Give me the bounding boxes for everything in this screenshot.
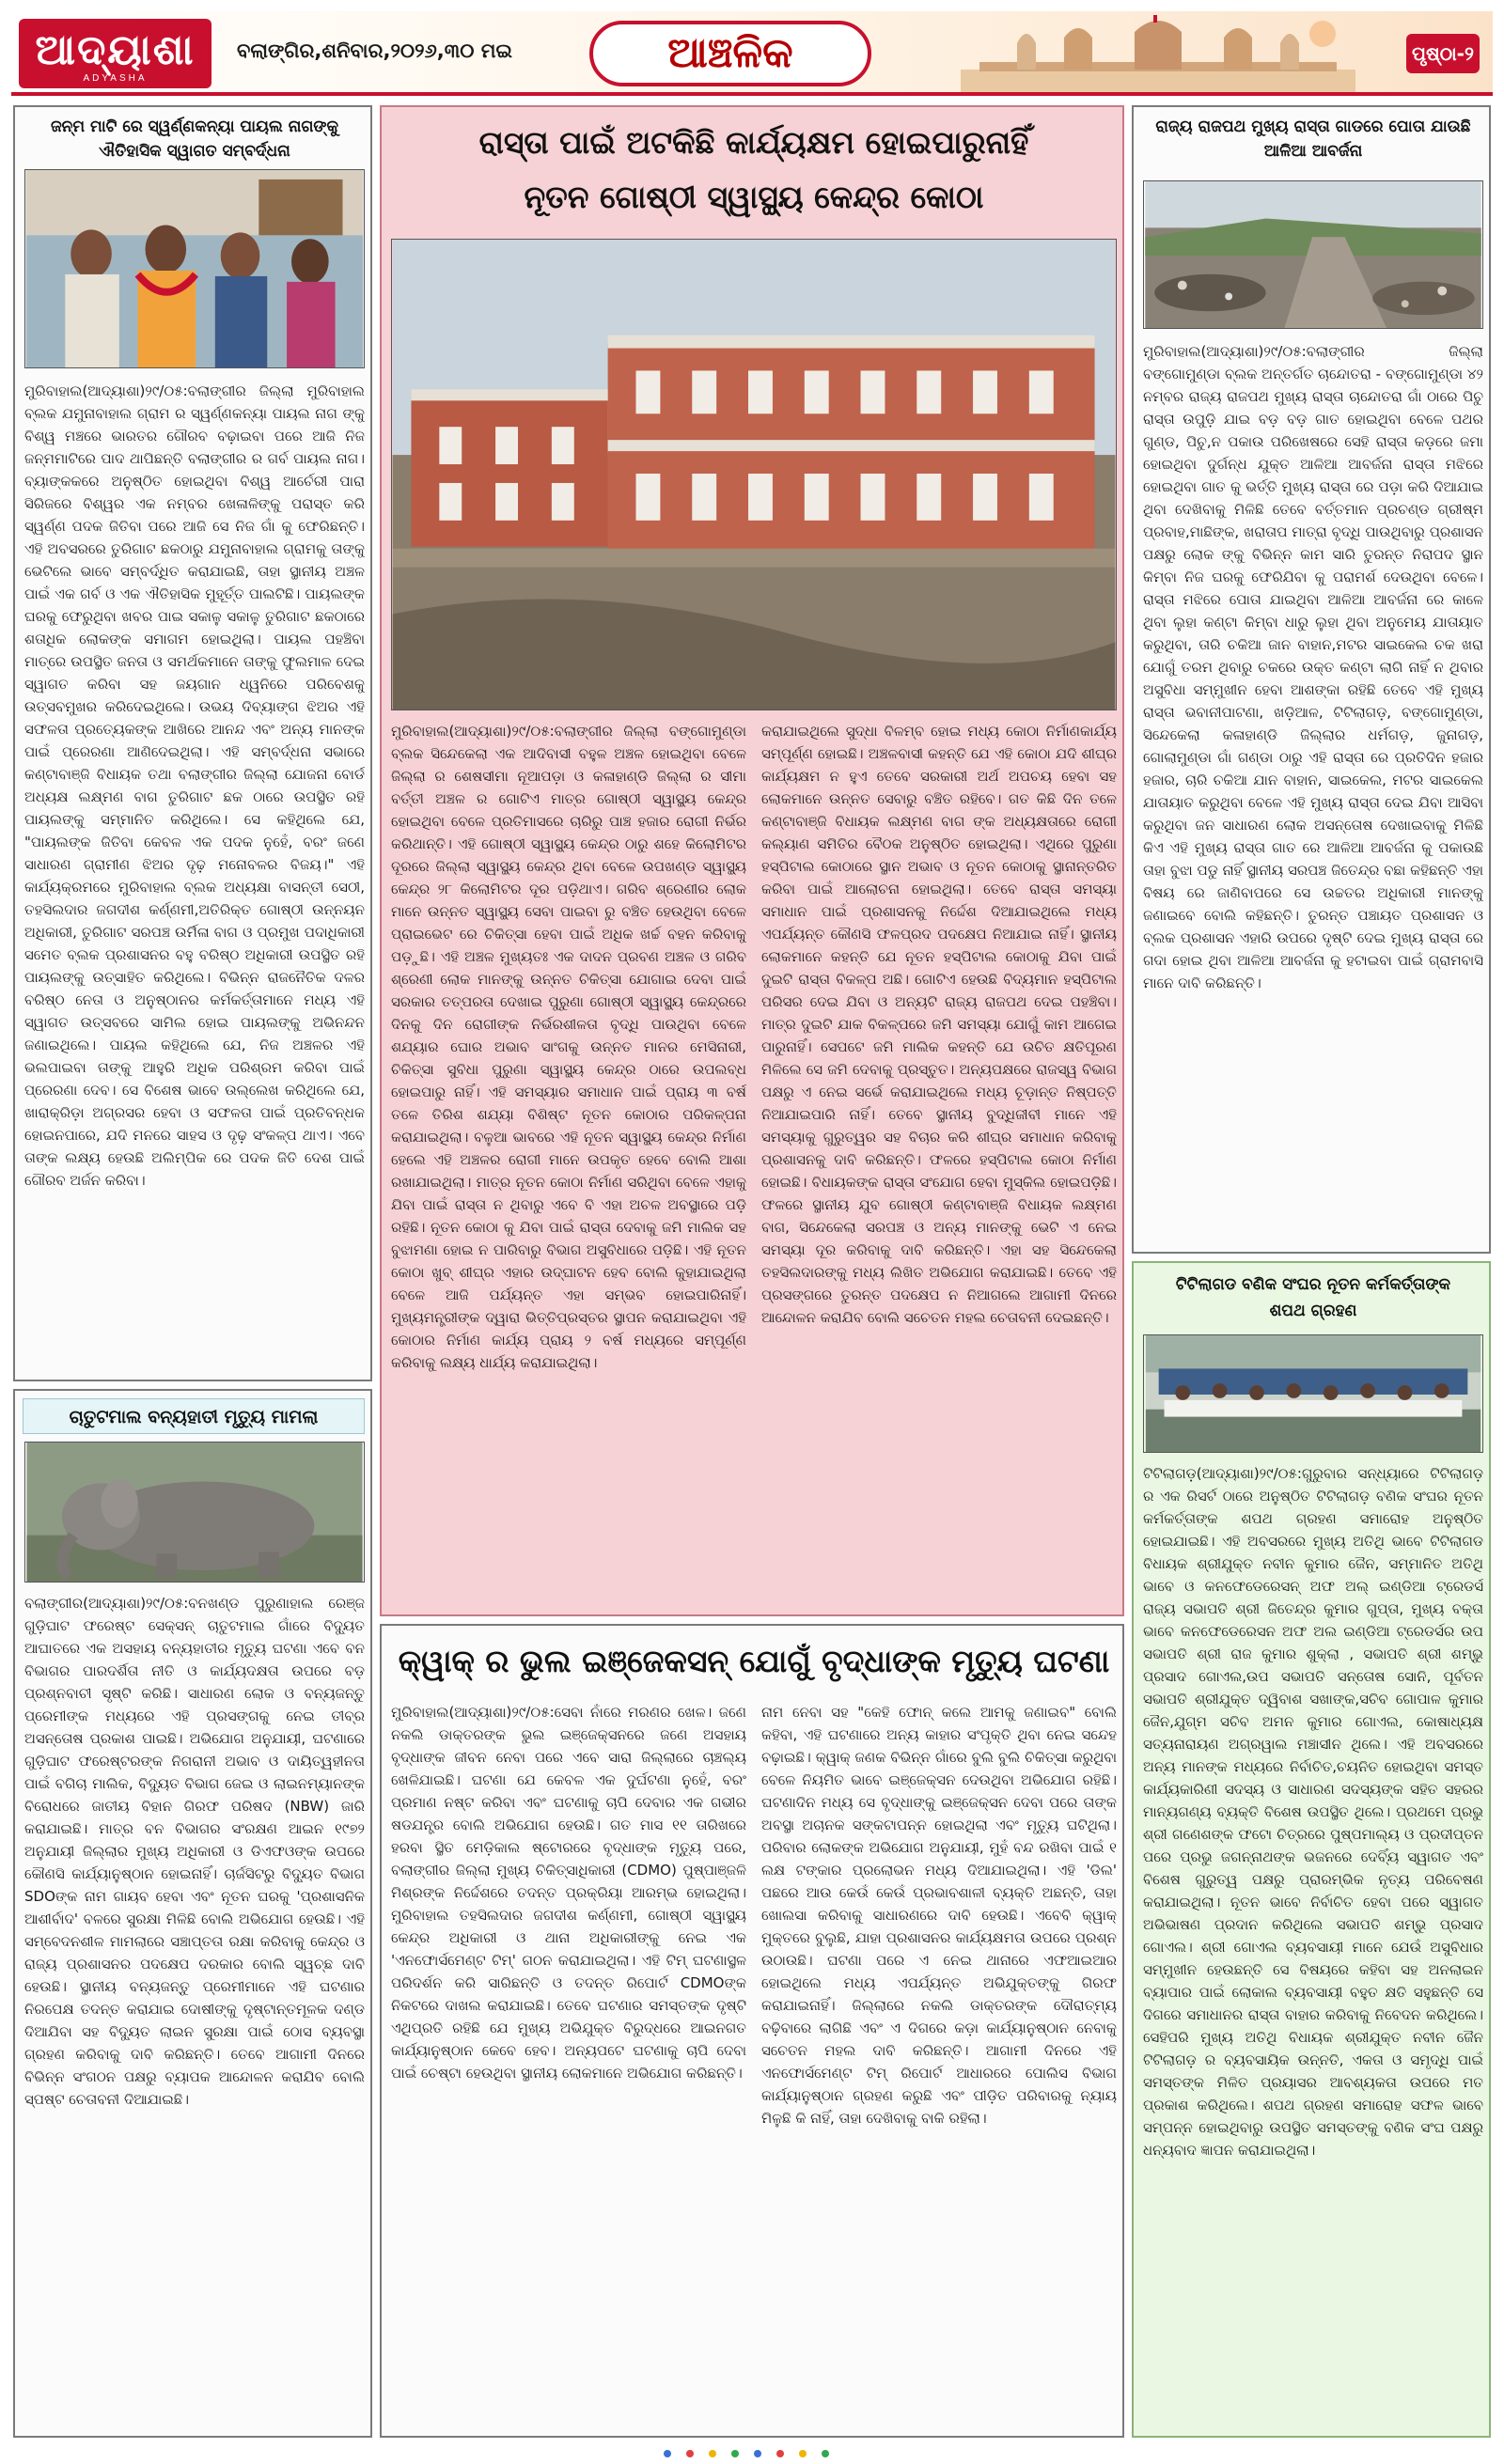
article-body-column-1: ମୁରିବାହାଲ(ଆଦ୍ୟାଶା)୨୯/୦୫:ସେବା ନାଁରେ ମରଣର ଖେଳ। ଜଣେ ନକଲି ଡାକ୍ତରଙ୍କ ଭୁଲ ଇଞ୍ଜେକ୍ସନରେ ଜଣେ ଅସହାୟ ବୃଦ୍ଧାଙ୍କ ଜୀବନ ନେବା ପରେ ଏବେ ସାରା ଜିଲ୍ଲାରେ ଚାଞ୍ଚଲ୍ୟ ଖେଳିଯାଇଛି। ଘଟଣା ଯେ କେବଳ ଏକ ଦୁର୍ଘଟଣା ନୁହେଁ, ବରଂ ପ୍ରମାଣ ନଷ୍ଟ କରିବା ଏବଂ ଘଟଣାକୁ ଚାପି ଦେବାର ଏକ ଗଭୀର ଷଡଯନ୍ତ୍ର ବୋଲି ଅଭିଯୋଗ ହେଉଛି। ଗତ ମାସ ୧୧ ତାରିଖରେ ହରବା ସ୍ଥିତ ମେଡ଼ିକାଲ ଷ୍ଟୋରରେ ବୃଦ୍ଧାଙ୍କ ମୃତ୍ୟୁ ପରେ, ବଲାଙ୍ଗୀର ଜିଲ୍ଲା ମୁଖ୍ୟ ଚିକିତ୍ସାଧିକାରୀ (CDMO) ପୁଷ୍ପାଞ୍ଜଳି ମିଶ୍ରଙ୍କ ନିର୍ଦ୍ଦେଶରେ ତଦନ୍ତ ପ୍ରକ୍ରିୟା ଆରମ୍ଭ ହୋଇଥିଲା। ମୁରିବାହାଲ ତହସିଲଦାର ଜଗଦୀଶ କର୍ଣ୍ଣମୀ, ଗୋଷ୍ଠୀ ସ୍ୱାସ୍ଥ୍ୟ କେନ୍ଦ୍ର ଅଧିକାରୀ ଓ ଥାନା ଅଧିକାରୀଙ୍କୁ ନେଇ ଏକ 'ଏନଫୋର୍ସମେଣ୍ଟ ଟିମ୍' ଗଠନ କରାଯାଇଥିଲା। ଏହି ଟିମ୍ ଘଟଣାସ୍ଥଳ ପରିଦର୍ଶନ କରି ସାରିଛନ୍ତି ଓ ତଦନ୍ତ ରିପୋର୍ଟ CDMOଙ୍କ ନିକଟରେ ଦାଖଲ କରାଯାଇଛି। ତେବେ ଘଟଣାର ସମସ୍ତଙ୍କ ଦୃଷ୍ଟି ଏଥିପ୍ରତି ରହିଛି ଯେ ମୁଖ୍ୟ ଅଭିଯୁକ୍ତ ବିରୁଦ୍ଧରେ ଆଇନଗତ କାର୍ଯ୍ୟାନୁଷ୍ଠାନ କେବେ ହେବ। ଅନ୍ୟପଟେ ଘଟଣାକୁ ଚାପି ଦେବା ପାଇଁ ଚେଷ୍ଟା ହେଉଥିବା ସ୍ଥାନୀୟ ଲୋକମାନେ ଅଭିଯୋଗ କରିଛନ୍ତି।	[391, 1704, 746, 2082]
article-headline: କ୍ୱାକ୍ ର ଭୁଲ ଇଞ୍ଜେକସନ୍ ଯୋଗୁଁ ବୃଦ୍ଧାଙ୍କ ମୃତ୍ୟୁ ଘଟଣା	[398, 1643, 1110, 1679]
article-garbage-road	[1132, 105, 1491, 1254]
newspaper-logo	[19, 19, 212, 88]
section-title: ଆଞ୍ଚଳିକ	[589, 21, 871, 86]
article-elephant-death	[13, 1389, 372, 2438]
article-headline: ରାଜ୍ୟ ରାଜପଥ ମୁଖ୍ୟ ରାସ୍ତା ଗାଡରେ ପୋତା ଯାଉଛି ଆଳିଆ ଆବର୍ଜନା	[1155, 117, 1471, 161]
article-body: ବଲାଙ୍ଗୀର(ଆଦ୍ୟାଶା)୨୯/୦୫:ବନଖଣ୍ଡ ପୁରୁଣାହାଲ ରେଞ୍ଜ ଗୁଡ଼ିଘାଟ ଫରେଷ୍ଟ ସେକ୍ସନ୍ ଚାତୁଟମାଲ ଗାଁରେ ବିଦ୍ୟୁତ ଆଘାତରେ ଏକ ଅସହାୟ ବନ୍ୟହାତୀର ମୃତ୍ୟୁ ଘଟଣା ଏବେ ବନ ବିଭାଗର ପାରଦର୍ଶିତା ନୀତି ଓ କାର୍ଯ୍ୟଦକ୍ଷତା ଉପରେ ବଡ଼ ପ୍ରଶ୍ନବାଚୀ ସୃଷ୍ଟି କରିଛି। ସାଧାରଣ ଲୋକ ଓ ବନ୍ୟଜନ୍ତୁ ପ୍ରେମୀଙ୍କ ମଧ୍ୟରେ ଏହି ପ୍ରସଙ୍ଗକୁ ନେଇ ତୀବ୍ର ଅସନ୍ତୋଷ ପ୍ରକାଶ ପାଇଛି। ଅଭିଯୋଗ ଅନୁଯାୟୀ, ଘଟଣାରେ ଗୁଡ଼ିଘାଟ ଫରେଷ୍ଟରଙ୍କ ନିଗରାନୀ ଅଭାବ ଓ ଦାୟିତ୍ୱହୀନତା ପାଇଁ ବଗିଚା ମାଲିକ, ବିଦ୍ୟୁତ ବିଭାଗ ଜେଇ ଓ ଲାଇନମ୍ୟାନଙ୍କ ବିରୋଧରେ ଜାତୀୟ ବିହାନ ଗିରଫ ପରିଷଦ (NBW) ଜାରି କରାଯାଇଛି। ମାତ୍ର ବନ ବିଭାଗର ସଂରକ୍ଷଣ ଆଇନ ୧୯୭୨ ଅନୁଯାୟୀ ଜିଲ୍ଲାର ମୁଖ୍ୟ ଅଧିକାରୀ ଓ ଡିଏଫଓଙ୍କ ଉପରେ କୌଣସି କାର୍ଯ୍ୟାନୁଷ୍ଠାନ ହୋଇନାହିଁ। ଚାର୍ଜସିଟରୁ ବିଦ୍ୟୁତ ବିଭାଗ SDOଙ୍କ ନାମ ଗାୟବ ହେବା ଏବଂ ନୂତନ ଘରକୁ 'ପ୍ରଶାସନିକ ଆଶୀର୍ବାଦ' ବଳରେ ସୁରକ୍ଷା ମିଳିଛି ବୋଲି ଅଭିଯୋଗ ହେଉଛି। ଏହି ସମ୍ବେଦନଶୀଳ ମାମଲାରେ ସଞ୍ଚାପ୍ତତା ରକ୍ଷା କରିବାକୁ କେନ୍ଦ୍ର ଓ ରାଜ୍ୟ ପ୍ରଶାସନର ପଦକ୍ଷେପ ଦରକାର ବୋଲି ସ୍ୱଚ୍ଛ ଦାବି ହେଉଛି। ସ୍ଥାନୀୟ ବନ୍ୟଜନ୍ତୁ ପ୍ରେମୀମାନେ ଏହି ଘଟଣାର ନିରପେକ୍ଷ ତଦନ୍ତ କରାଯାଇ ଦୋଷୀଙ୍କୁ ଦୃଷ୍ଟାନ୍ତମୂଳକ ଦଣ୍ଡ ଦିଆଯିବା ସହ ବିଦ୍ୟୁତ ଲାଇନ ସୁରକ୍ଷା ପାଇଁ ଠୋସ ବ୍ୟବସ୍ଥା ଗ୍ରହଣ କରିବାକୁ ଦାବି କରିଛନ୍ତି। ତେବେ ଆଗାମୀ ଦିନରେ ବିଭିନ୍ନ ସଂଗଠନ ପକ୍ଷରୁ ବ୍ୟାପକ ଆନ୍ଦୋଳନ କରାଯିବ ବୋଲି ସ୍ପଷ୍ଟ ଚେତାବନୀ ଦିଆଯାଇଛି।	[24, 1595, 365, 2108]
garbage-road-photo-icon	[1143, 180, 1483, 329]
article-payal-nag	[13, 105, 372, 1381]
article-headline-line-1: ରାସ୍ତା ପାଇଁ ଅଟକିଛି କାର୍ଯ୍ୟକ୍ଷମ ହୋଇପାରୁନାହିଁ	[478, 124, 1029, 161]
article-body: ମୁରିବାହାଲ(ଆଦ୍ୟାଶା)୨୯/୦୫:ବଲାଙ୍ଗୀର ଜିଲ୍ଲା ମୁରିବାହାଲ ବ୍ଲକ ଯମୁନାବାହାଲ ଗ୍ରାମ ର ସ୍ୱର୍ଣ୍ଣକନ୍ୟା ପାୟଲ ନାଗ ଙ୍କୁ ବିଶ୍ୱ ମଞ୍ଚରେ ଭାରତର ଗୌରବ ବଢ଼ାଇବା ପରେ ଆଜି ନିଜ ଜନ୍ମମାଟିରେ ପାଦ ଥାପିଛନ୍ତି ବଲାଙ୍ଗୀର ର ଗର୍ବ ପାୟଲ ନାଗ। ବ୍ୟାଙ୍କକରେ ଅନୁଷ୍ଠିତ ହୋଇଥିବା ବିଶ୍ୱ ଆର୍ଚେରୀ ପାରା ସିରିଜରେ ବିଶ୍ୱର ଏକ ନମ୍ବର ଖେଳାଳିଙ୍କୁ ପରାସ୍ତ କରି ସ୍ୱର୍ଣ୍ଣ ପଦକ ଜିତିବା ପରେ ଆଜି ସେ ନିଜ ଗାଁ କୁ ଫେରିଛନ୍ତି। ଏହି ଅବସରରେ ତୁରିଗାଟ ଛକଠାରୁ ଯମୁନାବାହାଲ ଗ୍ରାମକୁ ତାଙ୍କୁ ଭେଟିଲେ ଭାବେ ସମ୍ବର୍ଦ୍ଧିତ କରାଯାଇଛି, ତାହା ସ୍ଥାନୀୟ ଅଞ୍ଚଳ ପାଇଁ ଏକ ଗର୍ବ ଓ ଏକ ଐତିହାସିକ ମୁହୂର୍ତ୍ତ ପାଲଟିଛି। ପାୟଲଙ୍କ ଘରକୁ ଫେରୁଥିବା ଖବର ପାଇ ସକାଳୁ ସକାଳୁ ତୁରିଗାଟ ଛକଠାରେ ଶତାଧିକ ଲୋକଙ୍କ ସମାଗମ ହୋଇଥିଲା। ପାୟଲ ପହଞ୍ଚିବା ମାତ୍ରେ ଉପସ୍ଥିତ ଜନତା ଓ ସମର୍ଥକମାନେ ତାଙ୍କୁ ଫୁଲମାଳ ଦେଇ ସ୍ୱାଗତ କରିବା ସହ ଜୟଗାନ ଧ୍ୱନିରେ ପରିବେଶକୁ ଉତ୍ସବମୁଖର କରିଦେଇଥିଲେ। ଉଭୟ ଦିବ୍ୟାଙ୍ଗ ଝିଅର ଏହି ସଫଳତା ପ୍ରତ୍ୟେକଙ୍କ ଆଖିରେ ଆନନ୍ଦ ଏବଂ ଅନ୍ୟ ମାନଙ୍କ ପାଇଁ ପ୍ରେରଣା ଆଣିଦେଇଥିଲା। ଏହି ସମ୍ବର୍ଦ୍ଧନା ସଭାରେ କଣ୍ଟାବାଞ୍ଜି ବିଧାୟକ ତଥା ବଲାଙ୍ଗୀର ଜିଲ୍ଲା ଯୋଜନା ବୋର୍ଡ ଅଧ୍ୟକ୍ଷ ଲକ୍ଷ୍ମଣ ବାଗ ତୁରିଗାଟ ଛକ ଠାରେ ଉପସ୍ଥିତ ରହି ପାୟଲଙ୍କୁ ସମ୍ମାନିତ କରିଥିଲେ। ସେ କହିଥିଲେ ଯେ, "ପାୟଲଙ୍କ ଜିତିବା କେବଳ ଏକ ପଦକ ନୁହେଁ, ବରଂ ଜଣେ ସାଧାରଣ ଗ୍ରାମୀଣ ଝିଅର ଦୃଢ଼ ମନୋବଳର ବିଜୟ।" ଏହି କାର୍ଯ୍ୟକ୍ରମରେ ମୁରିବାହାଲ ବ୍ଲକ ଅଧ୍ୟକ୍ଷା ବାସନ୍ତୀ ସେଠୀ, ତହସିଲଦାର ଜଗଦୀଶ କର୍ଣ୍ଣମୀ,ଅତିରିକ୍ତ ଗୋଷ୍ଠୀ ଉନ୍ନୟନ ଅଧିକାରୀ, ତୁରିଗାଟ ସରପଞ୍ଚ ଉର୍ମିଳା ବାଗ ଓ ପ୍ରମୁଖ ପଦାଧିକାରୀ ସମେତ ବ୍ଲକ ପ୍ରଶାସନର ବହୁ ବରିଷ୍ଠ ଅଧିକାରୀ ଉପସ୍ଥିତ ରହି ପାୟଲଙ୍କୁ ଉତ୍ସାହିତ କରିଥିଲେ। ବିଭିନ୍ନ ରାଜନୈତିକ ଦଳର ବରିଷ୍ଠ ନେତା ଓ ଅନୁଷ୍ଠାନର କର୍ମକର୍ତ୍ତାମାନେ ମଧ୍ୟ ଏହି ସ୍ୱାଗତ ଉତ୍ସବରେ ସାମିଲ ହୋଇ ପାୟଲଙ୍କୁ ଅଭିନନ୍ଦନ ଜଣାଇଥିଲେ। ପାୟଲ କହିଥିଲେ ଯେ, ନିଜ ଅଞ୍ଚଳର ଏହି ଭଲପାଇବା ତାଙ୍କୁ ଆହୁରି ଅଧିକ ପରିଶ୍ରମ କରିବା ପାଇଁ ପ୍ରେରଣା ଦେବ। ସେ ବିଶେଷ ଭାବେ ଉଲ୍ଲେଖ କରିଥିଲେ ଯେ, ଖାରାକ୍ରିଡ଼ା ଅଗ୍ରସର ହେବା ଓ ସଫଳତା ପାଇଁ ପ୍ରତିବନ୍ଧକ ହୋଇନପାରେ, ଯଦି ମନରେ ସାହସ ଓ ଦୃଢ଼ ସଂକଳ୍ପ ଥାଏ। ଏବେ ତାଙ୍କ ଲକ୍ଷ୍ୟ ହେଉଛି ଅଲିମ୍ପିକ ରେ ପଦକ ଜିତି ଦେଶ ପାଇଁ ଗୌରବ ଅର୍ଜନ କରିବା।	[24, 382, 365, 1189]
article-body: ମୁରିବାହାଲ(ଆଦ୍ୟାଶା)୨୯/୦୫:ବଲାଙ୍ଗୀର ଜିଲ୍ଲା ବଙ୍ଗୋମୁଣ୍ଡା ବ୍ଲକ ଅନ୍ତର୍ଗତ ଚାନ୍ଦୋତରା - ବଙ୍ଗୋମୁଣ୍ଡା ୪୨ ନମ୍ବର ରାଜ୍ୟ ରାଜପଥ ମୁଖ୍ୟ ରାସ୍ତା ଚାନ୍ଦୋତରା ଗାଁ ଠାରେ ପିଚୁ ରାସ୍ତା ଉପୁଡ଼ି ଯାଇ ବଡ଼ ବଡ଼ ଗାତ ହୋଇଥିବା ବେଳେ ପଥର ଗୁଣ୍ଡ, ପିଚୁ,ନ ପକାଉ ପରିଖେଷରେ ସେହି ରାସ୍ତା କଡ଼ରେ ଜମା ହୋଇଥିବା ଦୁର୍ଗନ୍ଧ ଯୁକ୍ତ ଆଳିଆ ଆବର୍ଜନା ରାସ୍ତା ମଝିରେ ହୋଇଥିବା ଗାତ କୁ ଭର୍ତ୍ତି ମୁଖ୍ୟ ରାସ୍ତା ରେ ପଡ଼ା କରି ଦିଆଯାଇ ଥିବା ଦେଖିବାକୁ ମିଳିଛି ତେବେ ବର୍ତ୍ତମାନ ପ୍ରଚଣ୍ଡ ଗ୍ରୀଷ୍ମ ପ୍ରବାହ,ମାଛିଙ୍କ, ଖରାତାପ ମାତ୍ରା ବୃଦ୍ଧି ପାଉଥିବାରୁ ପ୍ରଶାସନ ପକ୍ଷରୁ ଲୋକ ଙ୍କୁ ବିଭିନ୍ନ କାମ ସାରି ତୁରନ୍ତ ନିରାପଦ ସ୍ଥାନ କିମ୍ବା ନିଜ ଘରକୁ ଫେରିଯିବା କୁ ପରାମର୍ଶ ଦେଉଥିବା ବେଳେ।ରାସ୍ତା ମଝିରେ ପୋତା ଯାଇଥିବା ଆଳିଆ ଆବର୍ଜନା ରେ କାଳେ ଥିବା ଲୁହା କଣ୍ଟା କିମ୍ବା ଧାରୁ ଲୁହା ଥିବା ଅନୁମେୟ ଯାତାୟାତ କରୁଥିବା, ତାରି ଚକିଆ ଜାନ ବାହାନ,ମଟର ସାଇକେଲ ଚକ ଖରା ଯୋଗୁଁ ତରମ ଥିବାରୁ ଚକରେ ଉକ୍ତ କଣ୍ଟା ଲାଗି ନାହିଁ ନ ଥିବାର ଅସୁବିଧା ସମ୍ମୁଖୀନ ହେବା ଆଶଙ୍କା ରହିଛି ତେବେ ଏହି ମୁଖ୍ୟ ରାସ୍ତା ଭବାନୀପାଟଣା, ଖଡ଼ିଆଳ, ଟିଟିଲାଗଡ଼, ବଙ୍ଗୋମୁଣ୍ଡା, ସିନ୍ଦେକେଲା କଳାହାଣ୍ଡି ଜିଲ୍ଲାର ଧର୍ମଗଡ଼, ଜୁନାଗଡ଼, ଗୋଲାମୁଣ୍ଡା ଗାଁ ଗଣ୍ଡା ଠାରୁ ଏହି ରାସ୍ତା ରେ ପ୍ରତିଦିନ ହଜାର ହଜାର, ଚାରି ଚକିଆ ଯାନ ବାହାନ, ସାଇକେଲ, ମଟର ସାଇକେଲ ଯାତାୟାତ କରୁଥିବା ବେଳେ ଏହି ମୁଖ୍ୟ ରାସ୍ତା ଦେଇ ଯିବା ଆସିବା କରୁଥିବା ଜନ ସାଧାରଣ ଲୋକ ଅସନ୍ତୋଷ ଦେଖାଇବାକୁ ମିଳିଛି କିଏ ଏହି ମୁଖ୍ୟ ରାସ୍ତା ଗାତ ରେ ଆଳିଆ ଆବର୍ଜନା କୁ ପକାଉଛି ତାହା ବୁଝା ପଡୁ ନାହିଁ ସ୍ଥାନୀୟ ସରପଞ୍ଚ ଜିତେନ୍ଦ୍ର ବଛା କହିଛନ୍ତି ଏହା ବିଷୟ ରେ ଜାଣିବାପରେ ସେ ଉଚ୍ଚତର ଅଧିକାରୀ ମାନଙ୍କୁ ଜଣାଇବେ ବୋଲି କହିଛନ୍ତି। ତୁରନ୍ତ ପଞ୍ଚାୟତ ପ୍ରଶାସନ ଓ ବ୍ଲକ ପ୍ରଶାସନ ଏହାରି ଉପରେ ଦୃଷ୍ଟି ଦେଇ ମୁଖ୍ୟ ରାସ୍ତା ରେ ଗଦା ହୋଇ ଥିବା ଆଳିଆ ଆବର୍ଜନା କୁ ହଟାଇବା ପାଇଁ ଗ୍ରାମବାସି ମାନେ ଦାବି କରିଛନ୍ତି।	[1143, 343, 1483, 991]
ceremony-photo-icon	[1143, 1334, 1483, 1453]
hospital-photo-icon	[391, 239, 1117, 710]
masthead	[11, 11, 1493, 96]
article-body-column-1: ମୁରିବାହାଲ(ଆଦ୍ୟାଶା)୨୯/୦୫:ବଲାଙ୍ଗୀର ଜିଲ୍ଲା ବଙ୍ଗୋମୁଣ୍ଡା ବ୍ଲକ ସିନ୍ଦେକେଲା ଏକ ଆଦିବାସୀ ବହୁଳ ଅଞ୍ଚଳ ହୋଇଥିବା ବେଳେ ଜିଲ୍ଲା ର ଶେଷସୀମା ନୂଆପଡ଼ା ଓ କଳାହାଣ୍ଡି ଜିଲ୍ଲା ର ସୀମା ବର୍ତ୍ତୀ ଅଞ୍ଚଳ ର ଗୋଟିଏ ମାତ୍ର ଗୋଷ୍ଠୀ ସ୍ୱାସ୍ଥ୍ୟ କେନ୍ଦ୍ର ହୋଇଥିବା ବେଳେ ପ୍ରତିମାସରେ ଚାରିରୁ ପାଞ୍ଚ ହଜାର ରୋଗୀ ନିର୍ଭର କରିଥାନ୍ତି। ଏହି ଗୋଷ୍ଠୀ ସ୍ୱାସ୍ଥ୍ୟ କେନ୍ଦ୍ର ଠାରୁ ଶହେ କିଲୋମିଟର ଦୂରରେ ଜିଲ୍ଲା ସ୍ୱାସ୍ଥ୍ୟ କେନ୍ଦ୍ର ଥିବା ବେଳେ ଉପଖଣ୍ଡ ସ୍ୱାସ୍ଥ୍ୟ କେନ୍ଦ୍ର ୨୮ କିଲୋମିଟର ଦୂର ପଡ଼ିଥାଏ। ଗରିବ ଶ୍ରେଣୀର ଲୋକ ମାନେ ଉନ୍ନତ ସ୍ୱାସ୍ଥ୍ୟ ସେବା ପାଇବା ରୁ ବଞ୍ଚିତ ହେଉଥିବା ବେଳେ ପ୍ରାଇଭେଟ ରେ ଚିକିତ୍ସା ହେବା ପାଇଁ ଅଧିକ ଖର୍ଚ୍ଚ ବହନ କରିବାକୁ ପଡ଼ୁଛି। ଏହି ଅଞ୍ଚଳ ମୁଖ୍ୟତଃ ଏକ ଦାଦନ ପ୍ରବଣ ଅଞ୍ଚଳ ଓ ଗରିବ ଶ୍ରେଣୀ ଲୋକ ମାନଙ୍କୁ ଉନ୍ନତ ଚିକିତ୍ସା ଯୋଗାଇ ଦେବା ପାଇଁ ସରକାର ତତ୍ପରତା ଦେଖାଇ ପୁରୁଣା ଗୋଷ୍ଠୀ ସ୍ୱାସ୍ଥ୍ୟ କେନ୍ଦ୍ରରେ ଦିନକୁ ଦିନ ରୋଗୀଙ୍କ ନିର୍ଭରଶୀଳତା ବୃଦ୍ଧି ପାଉଥିବା ବେଳେ ଶଯ୍ୟାର ଘୋର ଅଭାବ ସାଂଗକୁ ଉନ୍ନତ ମାନର ମେସିନାରୀ, ଚିକିତ୍ସା ସୁବିଧା ପୁରୁଣା ସ୍ୱାସ୍ଥ୍ୟ କେନ୍ଦ୍ର ଠାରେ ଉପଲବ୍ଧ ହୋଇପାରୁ ନାହିଁ। ଏହି ସମସ୍ୟାର ସମାଧାନ ପାଇଁ ପ୍ରାୟ ୩ ବର୍ଷ ତଳେ ତିରିଶ ଶଯ୍ୟା ବିଶିଷ୍ଟ ନୂତନ କୋଠାର ପରିକଳ୍ପନା କରାଯାଇଥିଲା। ବଳୁଆ ଭାବରେ ଏହି ନୂତନ ସ୍ୱାସ୍ଥ୍ୟ କେନ୍ଦ୍ର ନିର୍ମାଣ ହେଲେ ଏହି ଅଞ୍ଚଳର ରୋଗୀ ମାନେ ଉପକୃତ ହେବେ ବୋଲି ଆଶା ରଖାଯାଇଥିଲା। ମାତ୍ର ନୂତନ କୋଠା ନିର୍ମାଣ ସରିଥିବା ବେଳେ ଏହାକୁ ଯିବା ପାଇଁ ରାସ୍ତା ନ ଥିବାରୁ ଏବେ ବି ଏହା ଅଚଳ ଅବସ୍ଥାରେ ପଡ଼ି ରହିଛି। ନୂତନ କୋଠା କୁ ଯିବା ପାଇଁ ରାସ୍ତା ଦେବାକୁ ଜମି ମାଲିକ ସହ ବୁଝାମଣା ହୋଇ ନ ପାରିବାରୁ ବିଭାଗ ଅସୁବିଧାରେ ପଡ଼ିଛି। ଏହି ନୂତନ କୋଠା ଖୁବ୍ ଶୀଘ୍ର ଏହାର ଉଦ୍‌ଘାଟନ ହେବ ବୋଲି କୁହାଯାଇଥିଲା ବେଳେ ଆଜି ପର୍ଯ୍ୟନ୍ତ ଏହା ସମ୍ଭବ ହୋଇପାରିନାହିଁ। ମୁଖ୍ୟମନ୍ତ୍ରୀଙ୍କ ଦ୍ୱାରା ଭିତ୍ତିପ୍ରସ୍ତର ସ୍ଥାପନ କରାଯାଇଥିବା ଏହି କୋଠାର ନିର୍ମାଣ କାର୍ଯ୍ୟ ପ୍ରାୟ ୨ ବର୍ଷ ମଧ୍ୟରେ ସମ୍ପୂର୍ଣ୍ଣ କରିବାକୁ ଲକ୍ଷ୍ୟ ଧାର୍ଯ୍ୟ କରାଯାଇଥିଲା।	[391, 723, 746, 1371]
dateline: ବଲାଙ୍ଗିର,ଶନିବାର,୨୦୨୬,୩୦ ମଇ	[237, 39, 512, 62]
article-health-centre	[380, 105, 1124, 1616]
article-body-column-2: ନାମ ନେବା ସହ "କେହି ଫୋନ୍ କଲେ ଆମକୁ ଜଣାଇବ" ବୋଲି କହିବା, ଏହି ଘଟଣାରେ ଅନ୍ୟ କାହାର ସଂପୃକ୍ତି ଥିବା ନେଇ ସନ୍ଦେହ ବଢ଼ାଇଛି। କ୍ୱାକ୍ ଜଣକ ବିଭିନ୍ନ ଗାଁରେ ବୁଲି ବୁଲି ଚିକିତ୍ସା କରୁଥିବା ବେଳେ ନିୟମିତ ଭାବେ ଇଞ୍ଜେକ୍ସନ ଦେଉଥିବା ଅଭିଯୋଗ ରହିଛି। ଘଟଣାଦିନ ମଧ୍ୟ ସେ ବୃଦ୍ଧାଙ୍କୁ ଇଞ୍ଜେକ୍ସନ ଦେବା ପରେ ତାଙ୍କ ଅବସ୍ଥା ଅଚାନକ ସଙ୍କଟାପନ୍ନ ହୋଇଥିଲା ଏବଂ ମୃତ୍ୟୁ ଘଟିଥିଲା। ପରିବାର ଲୋକଙ୍କ ଅଭିଯୋଗ ଅନୁଯାୟୀ, ମୁହଁ ବନ୍ଦ ରଖିବା ପାଇଁ ୧ ଲକ୍ଷ ଟଙ୍କାର ପ୍ରଲୋଭନ ମଧ୍ୟ ଦିଆଯାଇଥିଲା। ଏହି 'ଡିଲ' ପଛରେ ଆଉ କେଉଁ କେଉଁ ପ୍ରଭାବଶାଳୀ ବ୍ୟକ୍ତି ଅଛନ୍ତି, ତାହା ଖୋଲସା କରିବାକୁ ସାଧାରଣରେ ଦାବି ହେଉଛି। ଏବେବି କ୍ୱାକ୍ ମୁକ୍ତରେ ବୁଲୁଛି, ଯାହା ପ୍ରଶାସନର କାର୍ଯ୍ୟକ୍ଷମତା ଉପରେ ପ୍ରଶ୍ନ ଉଠାଉଛି। ଘଟଣା ପରେ ଏ ନେଇ ଥାନାରେ ଏଫଆଇଆର ହୋଇଥିଲେ ମଧ୍ୟ ଏପର୍ଯ୍ୟନ୍ତ ଅଭିଯୁକ୍ତଙ୍କୁ ଗିରଫ କରାଯାଇନାହିଁ। ଜିଲ୍ଲାରେ ନକଲି ଡାକ୍ତରଙ୍କ ଦୌରାତ୍ମ୍ୟ ବଢ଼ିବାରେ ଲାଗିଛି ଏବଂ ଏ ଦିଗରେ କଡ଼ା କାର୍ଯ୍ୟାନୁଷ୍ଠାନ ନେବାକୁ ସଚେତନ ମହଲ ଦାବି କରିଛନ୍ତି। ଆଗାମୀ ଦିନରେ ଏହି ଏନଫୋର୍ସମେଣ୍ଟ ଟିମ୍ ରିପୋର୍ଟ ଆଧାରରେ ପୋଲିସ ବିଭାଗ କାର୍ଯ୍ୟାନୁଷ୍ଠାନ ଗ୍ରହଣ କରୁଛି ଏବଂ ପୀଡ଼ିତ ପରିବାରକୁ ନ୍ୟାୟ ମିଳୁଛି କି ନାହିଁ, ତାହା ଦେଖିବାକୁ ବାକି ରହିଲା।	[761, 1704, 1117, 2127]
article-headline-line-2: ନୂତନ ଗୋଷ୍ଠୀ ସ୍ୱାସ୍ଥ୍ୟ କେନ୍ଦ୍ର କୋଠା	[524, 179, 984, 215]
article-headline-line-2: ଶପଥ ଗ୍ରହଣ	[1269, 1302, 1357, 1320]
article-body-column-2: କରାଯାଇଥିଲେ ସୁଦ୍ଧା ବିଳମ୍ବ ହୋଇ ମଧ୍ୟ କୋଠା ନିର୍ମାଣକାର୍ଯ୍ୟ ସମ୍ପୂର୍ଣ୍ଣ ହୋଇଛି। ଅଞ୍ଚଳବାସୀ କହନ୍ତି ଯେ ଏହି କୋଠା ଯଦି ଶୀଘ୍ର କାର୍ଯ୍ୟକ୍ଷମ ନ ହୁଏ ତେବେ ସରକାରୀ ଅର୍ଥ ଅପଚୟ ହେବା ସହ ଲୋକମାନେ ଉନ୍ନତ ସେବାରୁ ବଞ୍ଚିତ ରହିବେ। ଗତ କିଛି ଦିନ ତଳେ କଣ୍ଟାବାଞ୍ଜି ବିଧାୟକ ଲକ୍ଷ୍ମଣ ବାଗ ଙ୍କ ଅଧ୍ୟକ୍ଷତାରେ ରୋଗୀ କଲ୍ୟାଣ ସମିତିର ବୈଠକ ଅନୁଷ୍ଠିତ ହୋଇଥିଲା। ଏଥିରେ ପୁରୁଣା ହସ୍ପିଟାଲ କୋଠାରେ ସ୍ଥାନ ଅଭାବ ଓ ନୂତନ କୋଠାକୁ ସ୍ଥାନାନ୍ତରିତ କରିବା ପାଇଁ ଆଲୋଚନା ହୋଇଥିଲା। ତେବେ ରାସ୍ତା ସମସ୍ୟା ସମାଧାନ ପାଇଁ ପ୍ରଶାସନକୁ ନିର୍ଦ୍ଦେଶ ଦିଆଯାଇଥିଲେ ମଧ୍ୟ ଏପର୍ଯ୍ୟନ୍ତ କୌଣସି ଫଳପ୍ରଦ ପଦକ୍ଷେପ ନିଆଯାଇ ନାହିଁ। ସ୍ଥାନୀୟ ଲୋକମାନେ କହନ୍ତି ଯେ ନୂତନ ହସ୍ପିଟାଲ କୋଠାକୁ ଯିବା ପାଇଁ ଦୁଇଟି ରାସ୍ତା ବିକଳ୍ପ ଅଛି। ଗୋଟିଏ ହେଉଛି ବିଦ୍ୟମାନ ହସ୍ପିଟାଲ ପରିସର ଦେଇ ଯିବା ଓ ଅନ୍ୟଟି ରାଜ୍ୟ ରାଜପଥ ଦେଇ ପହଞ୍ଚିବା। ମାତ୍ର ଦୁଇଟି ଯାକ ବିକଳ୍ପରେ ଜମି ସମସ୍ୟା ଯୋଗୁଁ କାମ ଆଗେଇ ପାରୁନାହିଁ। ସେପଟେ ଜମି ମାଲିକ କହନ୍ତି ଯେ ଉଚିତ କ୍ଷତିପୂରଣ ମିଳିଲେ ସେ ଜମି ଦେବାକୁ ପ୍ରସ୍ତୁତ। ଅନ୍ୟପକ୍ଷରେ ରାଜସ୍ୱ ବିଭାଗ ପକ୍ଷରୁ ଏ ନେଇ ସର୍ଭେ କରାଯାଇଥିଲେ ମଧ୍ୟ ଚୂଡ଼ାନ୍ତ ନିଷ୍ପତ୍ତି ନିଆଯାଇପାରି ନାହିଁ। ତେବେ ସ୍ଥାନୀୟ ବୁଦ୍ଧିଜୀବୀ ମାନେ ଏହି ସମସ୍ୟାକୁ ଗୁରୁତ୍ୱର ସହ ବିଚାର କରି ଶୀଘ୍ର ସମାଧାନ କରିବାକୁ ପ୍ରଶାସନକୁ ଦାବି କରିଛନ୍ତି। ଫଳରେ ହସ୍ପିଟାଲ କୋଠା ନିର୍ମାଣ ହୋଇଛି। ବିଧାୟକଙ୍କ ରାସ୍ତା ସଂଯୋଗ ହେବା ମୁସ୍କିଲ ହୋଇପଡ଼ିଛି। ଫଳରେ ସ୍ଥାନୀୟ ଯୁବ ଗୋଷ୍ଠୀ କଣ୍ଟାବାଞ୍ଜି ବିଧାୟକ ଲକ୍ଷ୍ମଣ ବାଗ, ସିନ୍ଦେକେଲା ସରପଞ୍ଚ ଓ ଅନ୍ୟ ମାନଙ୍କୁ ଭେଟି ଏ ନେଇ ସମସ୍ୟା ଦୂର କରିବାକୁ ଦାବି କରିଛନ୍ତି। ଏହା ସହ ସିନ୍ଦେକେଲା ତହସିଲଦାରଙ୍କୁ ମଧ୍ୟ ଲିଖିତ ଅଭିଯୋଗ କରାଯାଇଛି। ତେବେ ଏହି ପ୍ରସଙ୍ଗରେ ତୁରନ୍ତ ପଦକ୍ଷେପ ନ ନିଆଗଲେ ଆଗାମୀ ଦିନରେ ଆନ୍ଦୋଳନ କରାଯିବ ବୋଲି ସଚେତନ ମହଲ ଚେତାବନୀ ଦେଇଛନ୍ତି।	[761, 723, 1117, 1326]
temple-banner-icon	[961, 15, 1355, 92]
article-headline: ଚାତୁଟମାଲ ବନ୍ୟହାତୀ ମୃତ୍ୟୁ ମାମଲା	[23, 1398, 365, 1434]
article-headline-line-1: ଟିଟିଲାଗଡ ବଣିକ ସଂଘର ନୂତନ କର୍ମକର୍ତ୍ତାଙ୍କ	[1175, 1275, 1451, 1294]
article-headline: ଜନ୍ମ ମାଟି ରେ ସ୍ୱର୍ଣ୍ଣକନ୍ୟା ପାୟଲ ନାଗଙ୍କୁ ଐତିହାସିକ ସ୍ୱାଗତ ସମ୍ବର୍ଦ୍ଧନା	[50, 117, 339, 161]
felicitation-photo-icon	[24, 169, 365, 368]
article-body: ଟିଟିଲାଗଡ଼(ଆଦ୍ୟାଶା)୨୯/୦୫:ଗୁରୁବାର ସନ୍ଧ୍ୟାରେ ଟିଟିଲାଗଡ଼ ର ଏକ ରିସର୍ଟ ଠାରେ ଅନୁଷ୍ଠିତ ଟିଟିଲାଗଡ଼ ବଣିକ ସଂଘର ନୂତନ କର୍ମକର୍ତ୍ତାଙ୍କ ଶପଥ ଗ୍ରହଣ ସମାରୋହ ଅନୁଷ୍ଠିତ ହୋଇଯାଇଛି। ଏହି ଅବସରରେ ମୁଖ୍ୟ ଅତିଥି ଭାବେ ଟିଟିଲାଗଡ ବିଧାୟକ ଶ୍ରୀଯୁକ୍ତ ନବୀନ କୁମାର ଜୈନ, ସମ୍ମାନିତ ଅତିଥି ଭାବେ ଓ କନଫେଡେରେସନ୍ ଅଫ ଅଲ୍ ଇଣ୍ଡିଆ ଟ୍ରେଡର୍ସ ରାଜ୍ୟ ସଭାପତି ଶ୍ରୀ ଜିତେନ୍ଦ୍ର କୁମାର ଗୁପ୍ତା, ମୁଖ୍ୟ ବକ୍ତା ଭାବେ କନଫେଡେରେସନ ଅଫ ଅଲ ଇଣ୍ଡିଆ ଟ୍ରେଡର୍ସର ଉପ ସଭାପତି ଶ୍ରୀ ରାଜ କୁମାର ଶୁକ୍ଲା , ସଭାପତି ଶ୍ରୀ ଶମ୍ଭୁ ପ୍ରସାଦ ଗୋଏଲ,ଉପ ସଭାପତି ସନ୍ତୋଷ ସୋନି, ପୂର୍ବତନ ସଭାପତି ଶ୍ରୀଯୁକ୍ତ ଦ୍ୱିବାଶ ସଖାଙ୍କ,ସଚିବ ଗୋପାଳ କୁମାର ଜୈନ,ଯୁଗ୍ମ ସଚିବ ଅମନ କୁମାର ଗୋଏଲ, କୋଷାଧ୍ୟକ୍ଷ ସତ୍ୟନାରାୟଣ ଅଗ୍ରୱାଲ ମଞ୍ଚାସୀନ ଥିଲେ। ଏହି ଅବସରରେ ଅନ୍ୟ ମାନଙ୍କ ମଧ୍ୟରେ ନିର୍ବାଚିତ,ଚୟନିତ ହୋଇଥିବା ସମସ୍ତ କାର୍ଯ୍ୟକାରିଣୀ ସଦସ୍ୟ ଓ ସାଧାରଣ ସଦସ୍ୟଙ୍କ ସହିତ ସହରର ମାନ୍ୟଗଣ୍ୟ ବ୍ୟକ୍ତି ବିଶେଷ ଉପସ୍ଥିତ ଥିଲେ। ପ୍ରଥମେ ପ୍ରଭୁ ଶ୍ରୀ ଗଣେଶଙ୍କ ଫଟୋ ଚିତ୍ରରେ ପୁଷ୍ପମାଲ୍ୟ ଓ ପ୍ରଦୀପ୍ତନ ପରେ ପ୍ରଭୁ ଜଗନ୍ନାଥଙ୍କ ଭଜନରେ ଦେବ୍ୟିଁ ସ୍ୱାଗତ ଏବଂ ବିଶେଷ ଗୁରୁତ୍ୱ ପକ୍ଷରୁ ପ୍ରାରମ୍ଭିକ ନୃତ୍ୟ ପରିବେଷଣ କରାଯାଇଥିଲା। ନୂତନ ଭାବେ ନିର୍ବାଚିତ ହେବା ପରେ ସ୍ୱାଗତ ଅଭିଭାଷଣ ପ୍ରଦାନ କରିଥିଲେ ସଭାପତି ଶମ୍ଭୁ ପ୍ରସାଦ ଗୋଏଲ। ଶ୍ରୀ ଗୋଏଲ ବ୍ୟବସାୟୀ ମାନେ ଯେଉଁ ଅସୁବିଧାର ସମ୍ମୁଖୀନ ହେଉଛନ୍ତି ସେ ବିଷୟରେ କହିବା ସହ ଅନଲାଇନ ବ୍ୟାପାର ପାଇଁ ଲୋକାଲ ବ୍ୟବସାୟୀ ବହୁତ କ୍ଷତି ସହୁଛନ୍ତି ସେ ଦିଗରେ ସମାଧାନର ରାସ୍ତା ବାହାର କରିବାକୁ ନିବେଦନ କରିଥିଲେ। ସେହିପରି ମୁଖ୍ୟ ଅତିଥି ବିଧାୟକ ଶ୍ରୀଯୁକ୍ତ ନବୀନ ଜୈନ ଟିଟିଲାଗଡ଼ ର ବ୍ୟବସାୟିକ ଉନ୍ନତି, ଏକତା ଓ ସମୃଦ୍ଧି ପାଇଁ ସମସ୍ତଙ୍କ ମିଳିତ ପ୍ରୟାସର ଆବଶ୍ୟକତା ଉପରେ ମତ ପ୍ରକାଶ କରିଥିଲେ। ଶପଥ ଗ୍ରହଣ ସମାରୋହ ସଫଳ ଭାବେ ସମ୍ପନ୍ନ ହୋଇଥିବାରୁ ଉପସ୍ଥିତ ସମସ୍ତଙ୍କୁ ବଣିକ ସଂଘ ପକ୍ଷରୁ ଧନ୍ୟବାଦ ଜ୍ଞାପନ କରାଯାଇଥିଲା।	[1143, 1465, 1483, 2159]
color-dots-icon	[658, 2447, 846, 2460]
logo-subtext: ADYASHA	[83, 73, 148, 84]
article-quack-injection	[380, 1624, 1124, 2438]
page-number-badge: ପୃଷ୍ଠା-୨	[1406, 34, 1480, 73]
elephant-photo-icon	[24, 1442, 365, 1583]
article-traders-oath	[1132, 1261, 1491, 2438]
logo-text: ଆଦ୍ୟାଶା	[35, 26, 196, 74]
